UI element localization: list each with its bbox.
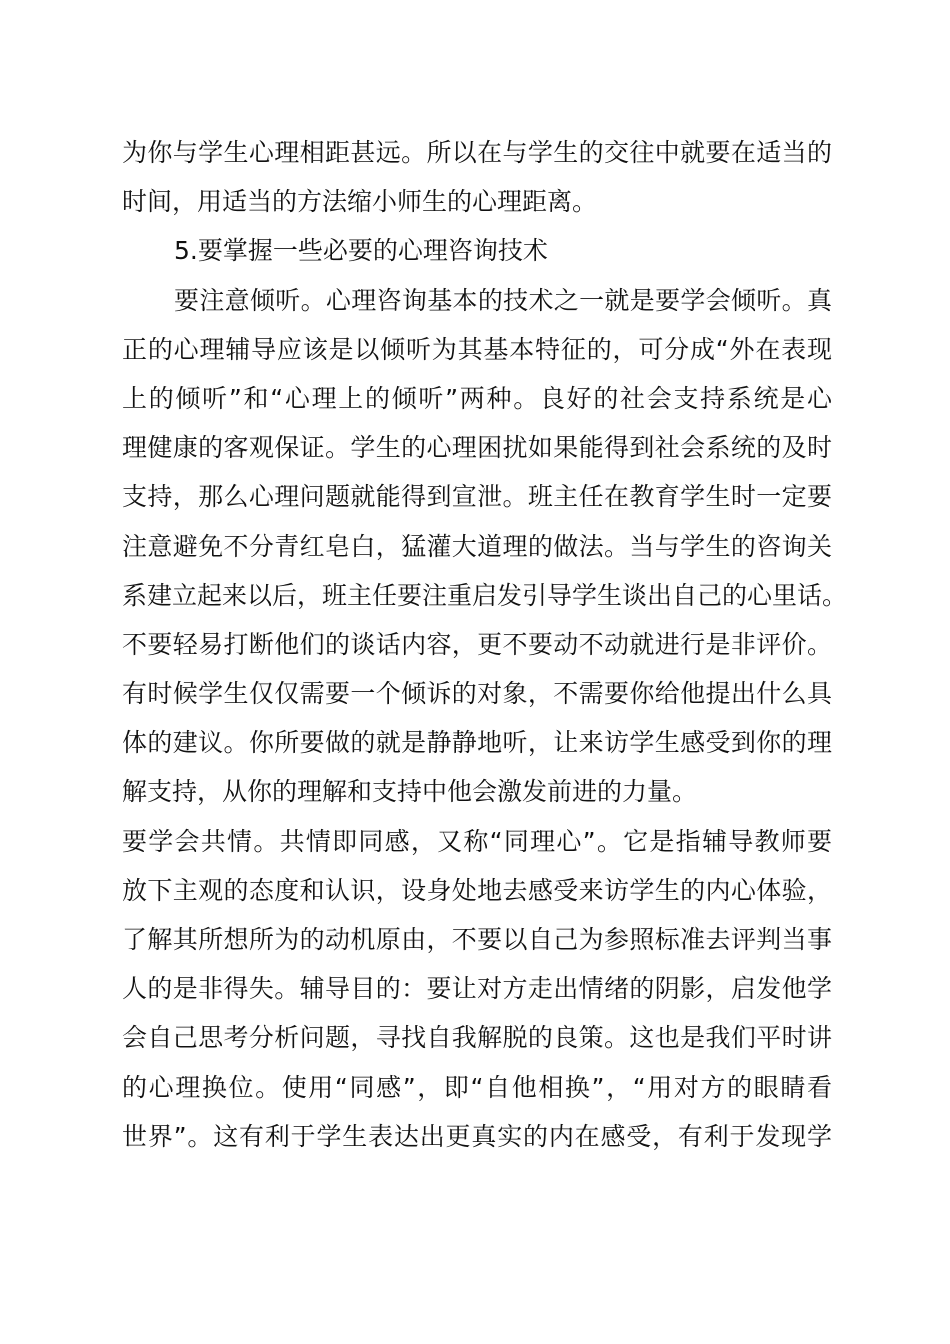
- text-line: 世界”。这有利于学生表达出更真实的内在感受，有利于发现学: [122, 1121, 832, 1151]
- text-line: 不要轻易打断他们的谈话内容，更不要动不动就进行是非评价。: [122, 629, 832, 659]
- section-heading: 5.要掌握一些必要的心理咨询技术: [174, 236, 548, 266]
- text-line: 有时候学生仅仅需要一个倾诉的对象，不需要你给他提出什么具: [122, 679, 832, 709]
- text-line: 注意避免不分青红皂白，猛灌大道理的做法。当与学生的咨询关: [122, 531, 832, 561]
- text-line: 人的是非得失。辅导目的：要让对方走出情绪的阴影，启发他学: [122, 974, 832, 1004]
- text-line: 放下主观的态度和认识，设身处地去感受来访学生的内心体验，: [122, 875, 832, 905]
- text-line: 体的建议。你所要做的就是静静地听，让来访学生感受到你的理: [122, 728, 832, 758]
- body-text: [122, 128, 848, 1161]
- text-line: 会自己思考分析问题，寻找自我解脱的良策。这也是我们平时讲: [122, 1023, 832, 1053]
- text-line: 支持，那么心理问题就能得到宣泄。班主任在教育学生时一定要: [122, 482, 832, 512]
- text-line: 要学会共情。共情即同感，又称“同理心”。它是指辅导教师要: [122, 826, 832, 856]
- text-line: 上的倾听”和“心理上的倾听”两种。良好的社会支持系统是心: [122, 383, 832, 413]
- text-line: 正的心理辅导应该是以倾听为其基本特征的，可分成“外在表现: [122, 334, 832, 364]
- text-line: 为你与学生心理相距甚远。所以在与学生的交往中就要在适当的: [122, 138, 832, 167]
- text-line: 解支持，从你的理解和支持中他会激发前进的力量。: [122, 777, 698, 807]
- text-line: 理健康的客观保证。学生的心理困扰如果能得到社会系统的及时: [122, 433, 832, 463]
- text-line: 系建立起来以后，班主任要注重启发引导学生谈出自己的心里话。: [122, 580, 848, 610]
- text-line: 了解其所想所为的动机原由，不要以自己为参照标准去评判当事: [122, 925, 832, 954]
- text-line: 的心理换位。使用“同感”，即“自他相换”，“用对方的眼睛看: [122, 1072, 832, 1102]
- text-line: 要注意倾听。心理咨询基本的技术之一就是要学会倾听。真: [174, 285, 832, 315]
- text-line: 时间，用适当的方法缩小师生的心理距离。: [122, 187, 598, 217]
